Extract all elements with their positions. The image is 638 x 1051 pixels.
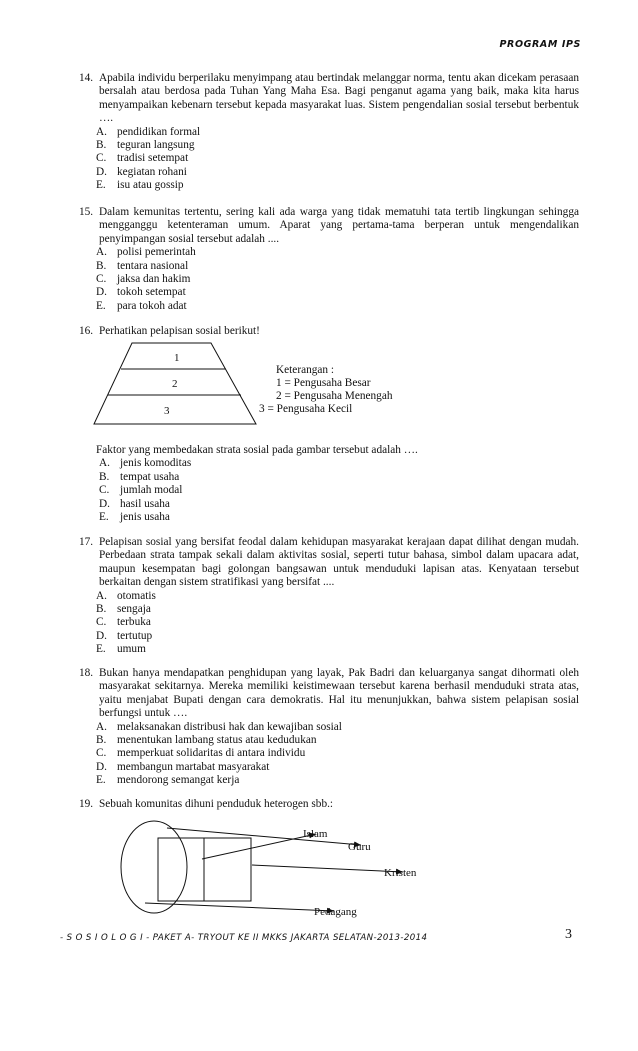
footer: - S O S I O L O G I - PAKET A- TRYOUT KE II MKKS JAKARTA SELATAN-2013-2014 [60, 933, 428, 943]
question-17 [79, 536, 579, 657]
question-15 [79, 206, 579, 313]
question-stem: Bukan hanya mendapatkan penghidupan yang layak, Pak Badri dan keluarganya sangat dihormati oleh masyarakat sekitarnya. Mereka memiliki keistimewaan tersebut karena berhasil menduduki strata atas, yaitu menjabat Bupati dengan cara demokratis. Hal itu menunjukkan, bahwa sistem pelapisan sosial berfungsi untuk …. [99, 667, 579, 720]
pyramid-level-1: 1 [174, 352, 180, 364]
legend-title: Keterangan : [276, 364, 335, 376]
label-pedagang: Pedagang [314, 906, 357, 918]
question-stem: Dalam kemunitas tertentu, sering kali ada warga yang tidak mematuhi tata tertib lingkungan sehingga mengganggu ketenteraman umum. Aparat yang pertama-tama berperan untuk mengendalikan penyimpangan sosial tersebut adalah .... [99, 206, 579, 245]
heterogeneity-diagram [115, 812, 425, 920]
question-prompt: Faktor yang membedakan strata sosial pada gambar tersebut adalah …. [96, 444, 418, 456]
question-number: 16. [79, 325, 94, 337]
question-stem: Perhatikan pelapisan sosial berikut! [99, 325, 260, 337]
option-d[interactable]: D. tokoh setempat [96, 286, 186, 299]
page-number: 3 [565, 927, 572, 942]
question-14 [79, 72, 579, 193]
question-number: 18. [79, 667, 94, 679]
question-16-options [96, 444, 576, 524]
option-b[interactable]: B. sengaja [96, 603, 151, 616]
question-stem: Sebuah komunitas dihuni penduduk heterogen sbb.: [99, 798, 334, 810]
question-19 [79, 798, 579, 811]
question-number: 19. [79, 798, 94, 810]
option-a[interactable]: A. pendidikan formal [96, 125, 201, 138]
option-b[interactable]: B. tentara nasional [96, 259, 189, 272]
option-e[interactable]: E. umum [96, 643, 146, 656]
option-c[interactable]: C. jumlah modal [99, 484, 183, 497]
option-c[interactable]: C. jaksa dan hakim [96, 273, 191, 286]
question-number: 15. [79, 206, 94, 218]
option-d[interactable]: D. kegiatan rohani [96, 165, 187, 178]
option-e[interactable]: E. para tokoh adat [96, 299, 187, 312]
option-b[interactable]: B. teguran langsung [96, 139, 195, 152]
option-b[interactable]: B. menentukan lambang status atau kedudukan [96, 734, 317, 747]
option-a[interactable]: A. jenis komoditas [99, 457, 192, 470]
option-d[interactable]: D. tertutup [96, 629, 153, 642]
pyramid-level-2: 2 [172, 378, 178, 390]
option-c[interactable]: C. terbuka [96, 616, 151, 629]
option-a[interactable]: A. otomatis [96, 589, 156, 602]
program-header: PROGRAM IPS [499, 39, 581, 50]
question-stem: Pelapisan sosial yang bersifat feodal dalam kehidupan masyarakat kerajaan dapat dilihat dengan mudah. Perbedaan strata tampak sekali dalam aktivitas sosial, seperti tutur bahasa, simbol dalam upacara adat, maupun kesempatan bagi golongan bangsawan untuk menduduki lapisan atas. Kenyataan tersebut berkaitan dengan sistem stratifikasi yang bersifat .... [99, 536, 579, 589]
option-e[interactable]: E. jenis usaha [99, 511, 170, 524]
option-a[interactable]: A. melaksanakan distribusi hak dan kewajiban sosial [96, 720, 342, 733]
label-kristen: Kristen [384, 867, 417, 879]
question-18 [79, 667, 579, 788]
question-16 [79, 325, 579, 338]
option-d[interactable]: D. hasil usaha [99, 497, 170, 510]
option-c[interactable]: C. memperkuat solidaritas di antara individu [96, 747, 306, 760]
option-a[interactable]: A. polisi pemerintah [96, 246, 196, 259]
question-stem: Apabila individu berperilaku menyimpang atau bertindak melanggar norma, tentu akan dicekam perasaan bersalah atau berdosa pada Tuhan Yang Maha Esa. Bagi penganut agama yang baik, maka kita harus menyampaikan kebenarn tersebut kepada masyarakat luas. Sistem pengendalian sosial tersebut berbentuk …. [99, 72, 579, 125]
legend-item-2: 2 = Pengusaha Menengah [276, 390, 393, 402]
stratification-pyramid [90, 342, 260, 427]
legend-item-3: 3 = Pengusaha Kecil [259, 403, 353, 415]
option-b[interactable]: B. tempat usaha [99, 470, 180, 483]
option-c[interactable]: C. tradisi setempat [96, 152, 189, 165]
option-e[interactable]: E. isu atau gossip [96, 179, 184, 192]
label-guru: Guru [348, 841, 371, 853]
option-d[interactable]: D. membangun martabat masyarakat [96, 760, 270, 773]
legend-item-1: 1 = Pengusaha Besar [276, 377, 371, 389]
option-e[interactable]: E. mendorong semangat kerja [96, 774, 240, 787]
label-islam: Islam [303, 828, 328, 840]
question-number: 14. [79, 72, 94, 84]
question-number: 17. [79, 536, 94, 548]
pyramid-level-3: 3 [164, 405, 170, 417]
